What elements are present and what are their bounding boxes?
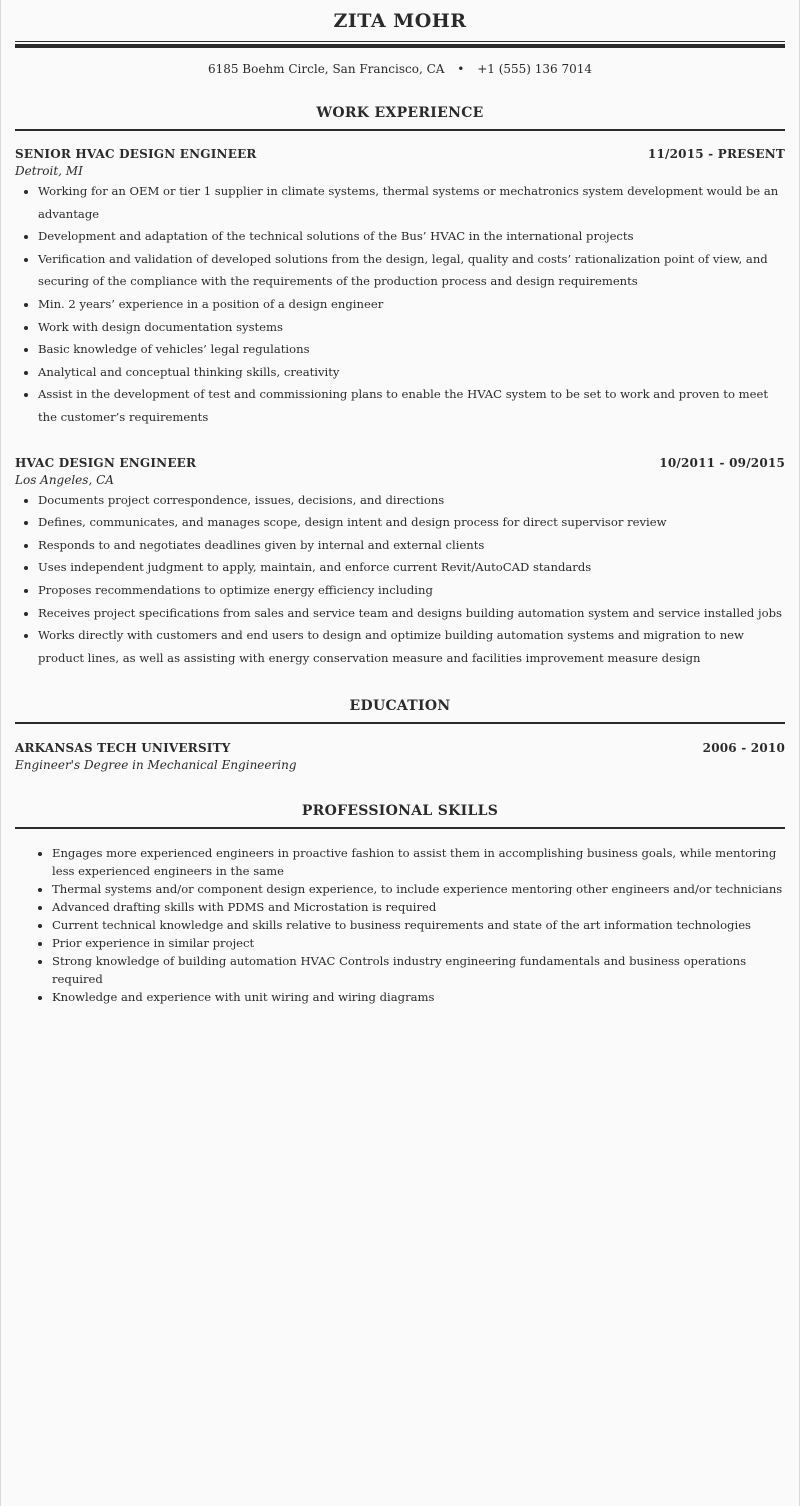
job-bullet: • Working for an OEM or tier 1 supplier in climate systems, thermal systems or mechatronics system development would be an advantage (38, 180, 785, 225)
job-bullet: • Development and adaptation of the technical solutions of the Bus’ HVAC in the international projects (38, 225, 785, 248)
header-thick-rule (15, 44, 785, 48)
job-location: Detroit, MI (15, 164, 83, 178)
job-bullet: • Verification and validation of developed solutions from the design, legal, quality and costs’ rationalization point of view, and securing of the compliance with the requirements of the production process and design requirements (38, 248, 785, 293)
job-title: SENIOR HVAC DESIGN ENGINEER (15, 147, 257, 161)
education-entry (15, 740, 785, 774)
skill-item: • Prior experience in similar project (52, 934, 785, 952)
education-dates: 2006 - 2010 (702, 741, 785, 756)
degree: Engineer's Degree in Mechanical Engineering (15, 758, 297, 773)
job-bullet: • Documents project correspondence, issues, decisions, and directions (38, 489, 785, 512)
skill-item: • Advanced drafting skills with PDMS and Microstation is required (52, 898, 785, 916)
job-bullet: • Responds to and negotiates deadlines given by internal and external clients (38, 534, 785, 557)
job-title: HVAC DESIGN ENGINEER (15, 455, 197, 470)
job-header (15, 146, 785, 162)
header-thin-rule (15, 41, 785, 42)
skills-rule (15, 827, 785, 829)
job-bullet: • Analytical and conceptual thinking skills, creativity (38, 361, 785, 384)
skill-item: • Engages more experienced engineers in proactive fashion to assist them in accomplishing business goals, while mentoring less experienced engineers in the same (52, 844, 785, 880)
skill-item: • Knowledge and experience with unit wiring and wiring diagrams (52, 988, 785, 1006)
job-entry (15, 146, 785, 429)
job-location: Los Angeles, CA (15, 472, 114, 487)
work-experience-rule (15, 129, 785, 131)
job-bullet: • Receives project specifications from sales and service team and designs building automation system and service installed jobs (38, 602, 785, 625)
candidate-name: ZITA MOHR (333, 10, 467, 32)
contact-bullet: • (457, 62, 465, 76)
job-bullet: • Proposes recommendations to optimize energy efficiency including (38, 579, 785, 602)
job-bullet: • Uses independent judgment to apply, maintain, and enforce current Revit/AutoCAD standards (38, 556, 785, 579)
skill-item: • Strong knowledge of building automation HVAC Controls industry engineering fundamentals and business operations required (52, 952, 785, 988)
education-header (15, 740, 785, 756)
skills-heading: PROFESSIONAL SKILLS (301, 803, 499, 820)
skill-item: • Current technical knowledge and skills relative to business requirements and state of the art information technologies (52, 916, 785, 934)
education-heading: EDUCATION (349, 698, 451, 715)
job-bullets (15, 489, 785, 670)
contact-line (15, 60, 785, 78)
job-header (15, 455, 785, 471)
education-rule (15, 722, 785, 724)
job-dates: 11/2015 - PRESENT (647, 147, 785, 161)
job-bullet: • Defines, communicates, and manages scope, design intent and design process for direct supervisor review (38, 511, 785, 534)
job-bullet: • Works directly with customers and end users to design and optimize building automation systems and migration to new product lines, as well as assisting with energy conservation measure and facilities improvement measure design (38, 624, 785, 669)
job-dates: 10/2011 - 09/2015 (659, 455, 785, 470)
contact-city: San Francisco, CA (332, 62, 445, 76)
job-bullet: • Work with design documentation systems (38, 316, 785, 339)
skills-list (15, 844, 785, 1006)
job-entry (15, 455, 785, 670)
skill-item: • Thermal systems and/or component design experience, to include experience mentoring other engineers and/or technicians (52, 880, 785, 898)
job-bullets (15, 180, 785, 429)
contact-address: 6185 Boehm Circle, (207, 62, 329, 76)
contact-phone: +1 (555) 136 7014 (477, 62, 593, 76)
job-bullet: • Min. 2 years’ experience in a position of a design engineer (38, 293, 785, 316)
job-bullet: • Assist in the development of test and commissioning plans to enable the HVAC system to be set to work and proven to meet the customer’s requirements (38, 383, 785, 428)
work-experience-heading: WORK EXPERIENCE (316, 105, 484, 121)
school-name: ARKANSAS TECH UNIVERSITY (15, 741, 231, 756)
job-bullet: • Basic knowledge of vehicles’ legal regulations (38, 338, 785, 361)
